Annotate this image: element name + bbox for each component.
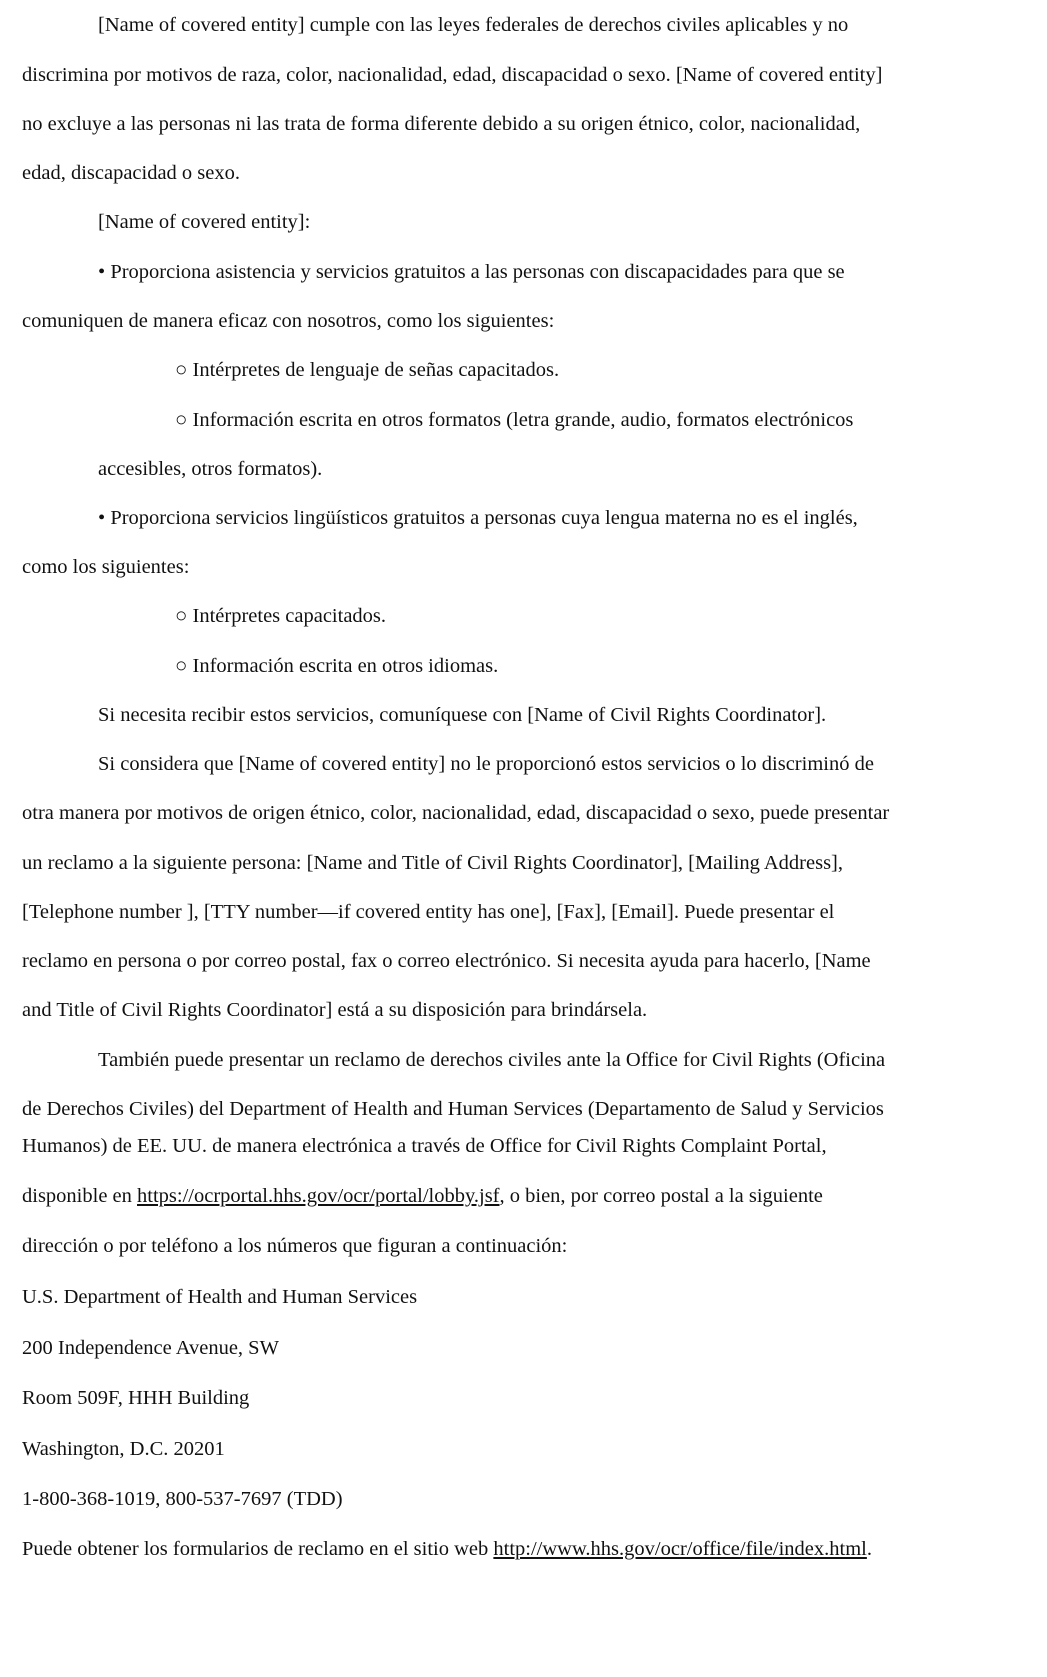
circle-bullet-icon: ○ [175, 655, 188, 677]
grievance-paragraph-line-1: Si considera que [Name of covered entity] no le proporcionó estos servicios o lo discriminó de [98, 753, 874, 775]
bullet-icon: • [98, 261, 106, 283]
sub-bullet-text: Intérpretes capacitados. [192, 605, 387, 627]
ocr-complaint-paragraph-line-1: También puede presentar un reclamo de derechos civiles ante la Office for Civil Rights (Oficina [98, 1049, 886, 1071]
entity-heading: [Name of covered entity]: [98, 211, 311, 233]
contact-coordinator-line: Si necesita recibir estos servicios, comuníquese con [Name of Civil Rights Coordinator]. [98, 704, 827, 726]
ocr-portal-link[interactable]: https://ocrportal.hhs.gov/ocr/portal/lobby.jsf [137, 1185, 500, 1207]
paragraph-nondiscrimination-line-1: [Name of covered entity] cumple con las leyes federales de derechos civiles aplicables y no [98, 14, 849, 36]
sub-bullet-text: Intérpretes de lenguaje de señas capacitados. [192, 359, 560, 381]
paragraph-nondiscrimination-line-2: discrimina por motivos de raza, color, nacionalidad, edad, discapacidad o sexo. [Name of covered entity] [22, 64, 883, 86]
sub-bullet-other-formats-line-2: accesibles, otros formatos). [98, 458, 323, 480]
complaint-forms-link[interactable]: http://www.hhs.gov/ocr/office/file/index.html [493, 1538, 867, 1560]
paragraph-nondiscrimination-line-3: no excluye a las personas ni las trata de forma diferente debido a su origen étnico, color, nacionalidad, [22, 113, 861, 135]
bullet-language-services-line-2: como los siguientes: [22, 556, 190, 578]
grievance-paragraph-line-5: reclamo en persona o por correo postal, fax o correo electrónico. Si necesita ayuda para hacerlo, [Name [22, 950, 871, 972]
sub-bullet-other-languages [175, 652, 498, 680]
ocr-complaint-paragraph-line-3: Humanos) de EE. UU. de manera electrónica a través de Office for Civil Rights Complaint Portal, [22, 1135, 827, 1157]
address-room: Room 509F, HHH Building [22, 1387, 250, 1409]
grievance-paragraph-line-2: otra manera por motivos de origen étnico, color, nacionalidad, edad, discapacidad o sexo, puede presentar [22, 802, 890, 824]
paragraph-nondiscrimination-line-4: edad, discapacidad o sexo. [22, 162, 241, 184]
grievance-paragraph-line-4: [Telephone number ], [TTY number—if covered entity has one], [Fax], [Email]. Puede presentar el [22, 901, 835, 923]
address-street: 200 Independence Avenue, SW [22, 1337, 279, 1359]
ocr-portal-prefix: disponible en [22, 1185, 138, 1207]
bullet-icon: • [98, 507, 106, 529]
sub-bullet-other-formats-line-1 [175, 406, 853, 434]
bullet-disability-services-line-1 [98, 258, 845, 286]
complaint-forms-line [22, 1535, 872, 1563]
sub-bullet-sign-language [175, 356, 559, 384]
bullet-text: Proporciona servicios lingüísticos gratuitos a personas cuya lengua materna no es el inglés, [110, 507, 858, 529]
bullet-language-services-line-1 [98, 504, 858, 532]
ocr-portal-suffix: , o bien, por correo postal a la siguiente [499, 1185, 823, 1207]
ocr-complaint-paragraph-line-5: dirección o por teléfono a los números que figuran a continuación: [22, 1235, 568, 1257]
complaint-forms-suffix: . [866, 1538, 872, 1560]
ocr-complaint-paragraph-line-2: de Derechos Civiles) del Department of Health and Human Services (Departamento de Salud y Servicios [22, 1098, 884, 1120]
complaint-forms-prefix: Puede obtener los formularios de reclamo en el sitio web [22, 1538, 494, 1560]
grievance-paragraph-line-3: un reclamo a la siguiente persona: [Name and Title of Civil Rights Coordinator], [Mailing Address], [22, 852, 844, 874]
bullet-disability-services-line-2: comuniquen de manera eficaz con nosotros, como los siguientes: [22, 310, 555, 332]
sub-bullet-text: Información escrita en otros formatos (letra grande, audio, formatos electrónicos [192, 409, 854, 431]
grievance-paragraph-line-6: and Title of Civil Rights Coordinator] está a su disposición para brindársela. [22, 999, 648, 1021]
sub-bullet-interpreters [175, 602, 386, 630]
circle-bullet-icon: ○ [175, 605, 188, 627]
address-phone-numbers: 1-800-368-1019, 800-537-7697 (TDD) [22, 1488, 343, 1510]
address-city: Washington, D.C. 20201 [22, 1438, 225, 1460]
sub-bullet-text: Información escrita en otros idiomas. [192, 655, 499, 677]
address-organization: U.S. Department of Health and Human Services [22, 1286, 418, 1308]
ocr-complaint-paragraph-line-4 [22, 1182, 823, 1210]
circle-bullet-icon: ○ [175, 409, 188, 431]
bullet-text: Proporciona asistencia y servicios gratuitos a las personas con discapacidades para que se [110, 261, 845, 283]
circle-bullet-icon: ○ [175, 359, 188, 381]
